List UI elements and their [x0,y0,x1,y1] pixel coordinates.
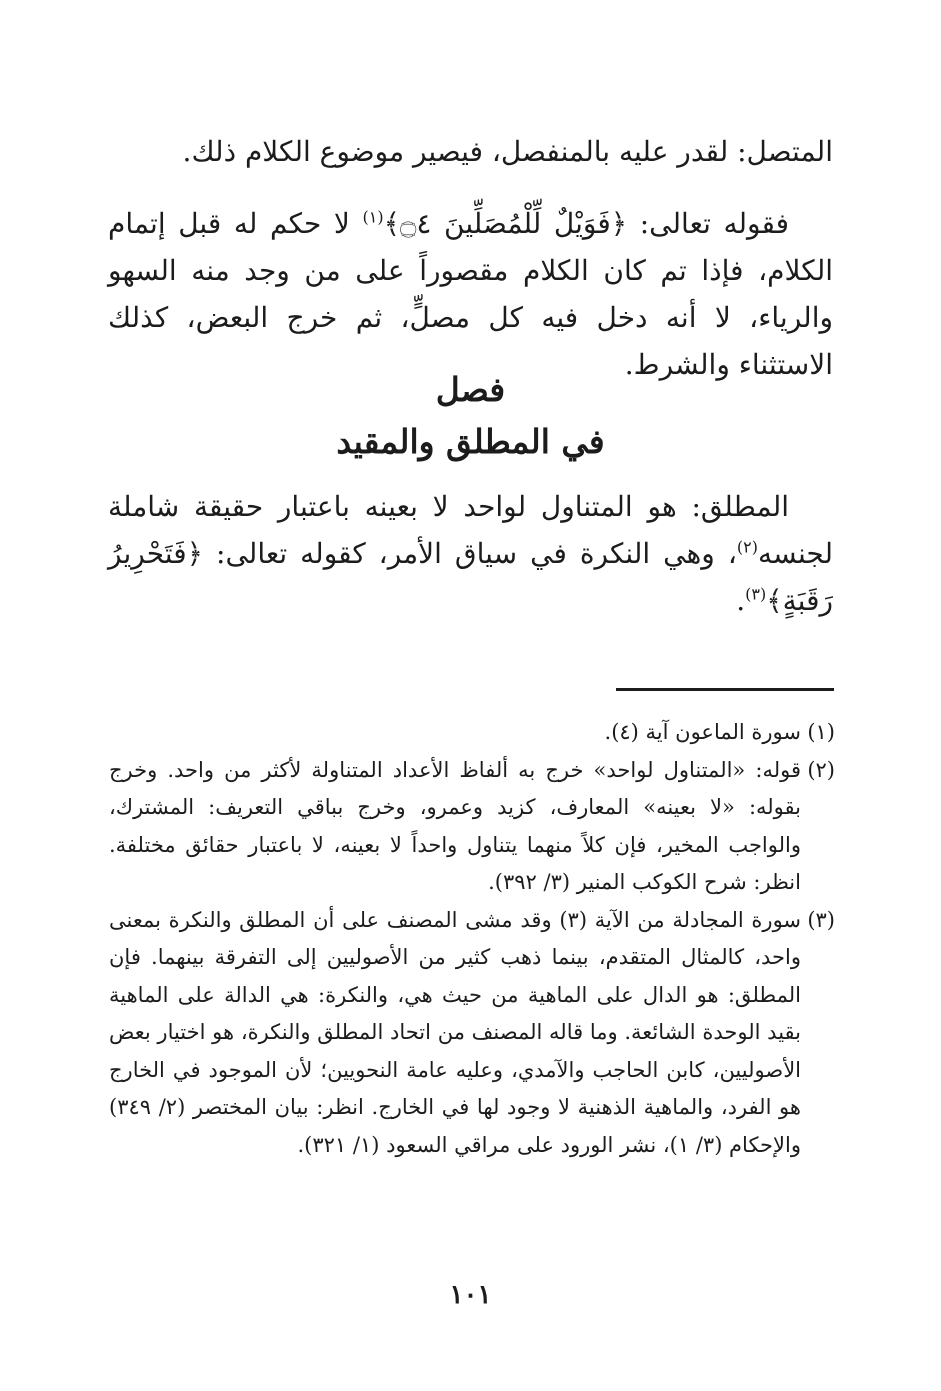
footnote-ref-1[interactable]: (١) [362,207,384,227]
footnote-item [109,752,835,902]
footnote-number: (٢) [807,757,835,782]
footnote-separator [616,688,834,691]
paragraph-verse-discussion [108,200,833,388]
paragraph-continuation: المتصل: لقدر عليه بالمنفصل، فيصير موضوع الكلام ذلك. [182,135,833,168]
section-heading: فصل [435,370,506,409]
page-number: ١٠١ [449,1280,492,1310]
footnote-ref-3[interactable]: (٣) [745,584,767,604]
footnote-text: قوله: «المتناول لواحد» خرج به ألفاظ الأعداد المتناولة لأكثر من واحد. وخرج بقوله: «لا بعينه» المعارف، كزيد وعمرو، وخرج بباقي التعريف: المشترك، والواجب المخير، فإن كلاً منهما يتناول واحداً لا بعينه، لا باعتبار حقائق مختلفة. انظر: شرح الكوكب المنير (٣/ ٣٩٢). [109,757,801,894]
definition-lead: المطلق: هو المتناول لواحد لا بعينه باعتبار حقيقة شاملة لجنسه [108,490,833,570]
footnote-ref-2[interactable]: (٢) [736,537,758,557]
footnote-text: سورة المجادلة من الآية (٣) وقد مشى المصنف على أن المطلق والنكرة بمعنى واحد، كالمثال المتقدم، بينما ذهب كثير من الأصوليين إلى التفرقة بينهما. فإن المطلق: هو الدال على الماهية من حيث هي، والنكرة: هي الدالة على الماهية بقيد الوحدة الشائعة. وما قاله المصنف من اتحاد المطلق والنكرة، هو اختيار بعض الأصوليين، كابن الحاجب والآمدي، وعليه عامة النحويين؛ لأن الموجود في الخارج هو الفرد، والماهية الذهنية لا وجود لها في الخارج. انظر: بيان المختصر (٢/ ٣٤٩) والإحكام (٣/ ١)، نشر الورود على مراقي السعود (١/ ٣٢١). [109,907,802,1157]
paragraph-definition [108,483,833,624]
footnote-item [109,714,835,752]
quran-verse-2: ﴿فَتَحْرِيرُ رَقَبَةٍ﴾ [108,537,833,617]
footnote-number: (١) [807,720,835,744]
definition-mid: ، وهي النكرة في سياق الأمر، كقوله تعالى: [203,537,737,570]
footnotes-list [109,714,835,1164]
paragraph-rest: لا حكم له قبل إتمام الكلام، فإذا تم كان الكلام مقصوراً على من وجد منه السهو والرياء، لا أنه دخل فيه كل مصلٍّ، ثم خرج البعض، كذلك الاستثناء والشرط. [108,207,833,381]
footnote-item [109,902,835,1165]
section-subheading: في المطلق والمقيد [336,422,605,461]
footnote-text: سورة الماعون آية (٤). [604,720,801,744]
definition-end: . [736,584,746,617]
footnote-number: (٣) [807,907,835,932]
quran-verse: ﴿فَوَيْلٌ لِّلْمُصَلِّينَ ۝٤﴾ [383,207,628,240]
paragraph-lead: فقوله تعالى: [627,207,790,240]
